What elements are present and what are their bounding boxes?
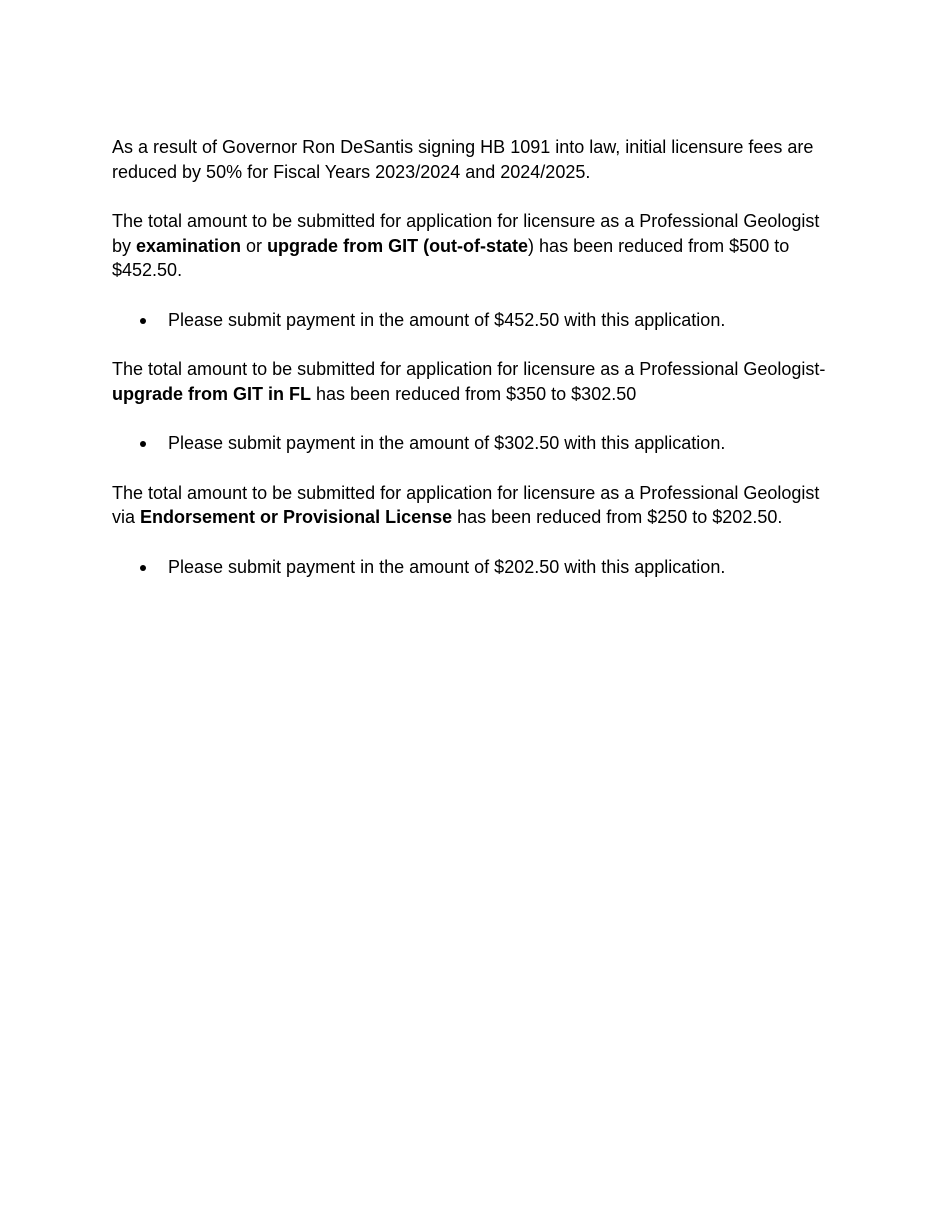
document-page [112,135,842,604]
fl-upgrade-payment-text: Please submit payment in the amount of $302.50 with this application. [168,433,726,453]
endorsement-text-1: The total amount to be submitted for application for licensure as a Professional Geologist via [112,482,820,527]
endorsement-text-2: has been reduced from $250 to $202.50. [452,507,783,527]
exam-upgrade-fee-paragraph [112,209,842,283]
endorsement-payment-text: Please submit payment in the amount of $202.50 with this application. [168,556,726,577]
list-item [112,308,842,333]
fl-upgrade-bullet-list [112,431,842,456]
exam-fee-bullet-list [112,308,842,333]
endorsement-emphasis: Endorsement or Provisional License [140,507,453,527]
exam-fee-text-2: or [241,235,268,256]
exam-fee-text-3: ) has been reduced from $500 to $452.50. [112,235,790,280]
endorsement-bullet-list [112,555,842,580]
upgrade-out-of-state-emphasis: upgrade from GIT (out-of-state [267,235,529,256]
fl-upgrade-text-1: The total amount to be submitted for application for licensure as a Professional Geologist- [112,359,826,379]
bullet-icon [140,565,146,571]
bullet-icon [140,441,146,447]
bullet-icon [140,318,146,324]
upgrade-fl-emphasis: upgrade from GIT in FL [112,383,311,404]
list-item [112,555,842,580]
intro-text: As a result of Governor Ron DeSantis signing HB 1091 into law, initial licensure fees are reduced by 50% for Fiscal Years 2023/2024 and 2024/2025. [112,137,814,182]
exam-fee-payment-text: Please submit payment in the amount of $452.50 with this application. [168,309,726,330]
exam-fee-text-1: The total amount to be submitted for application for licensure as a Professional Geologist by [112,211,820,256]
endorsement-fee-paragraph [112,481,842,530]
list-item [112,431,842,456]
intro-paragraph [112,135,842,184]
examination-emphasis: examination [136,235,242,256]
fl-upgrade-fee-paragraph [112,357,842,406]
fl-upgrade-text-2: has been reduced from $350 to $302.50 [311,383,637,404]
